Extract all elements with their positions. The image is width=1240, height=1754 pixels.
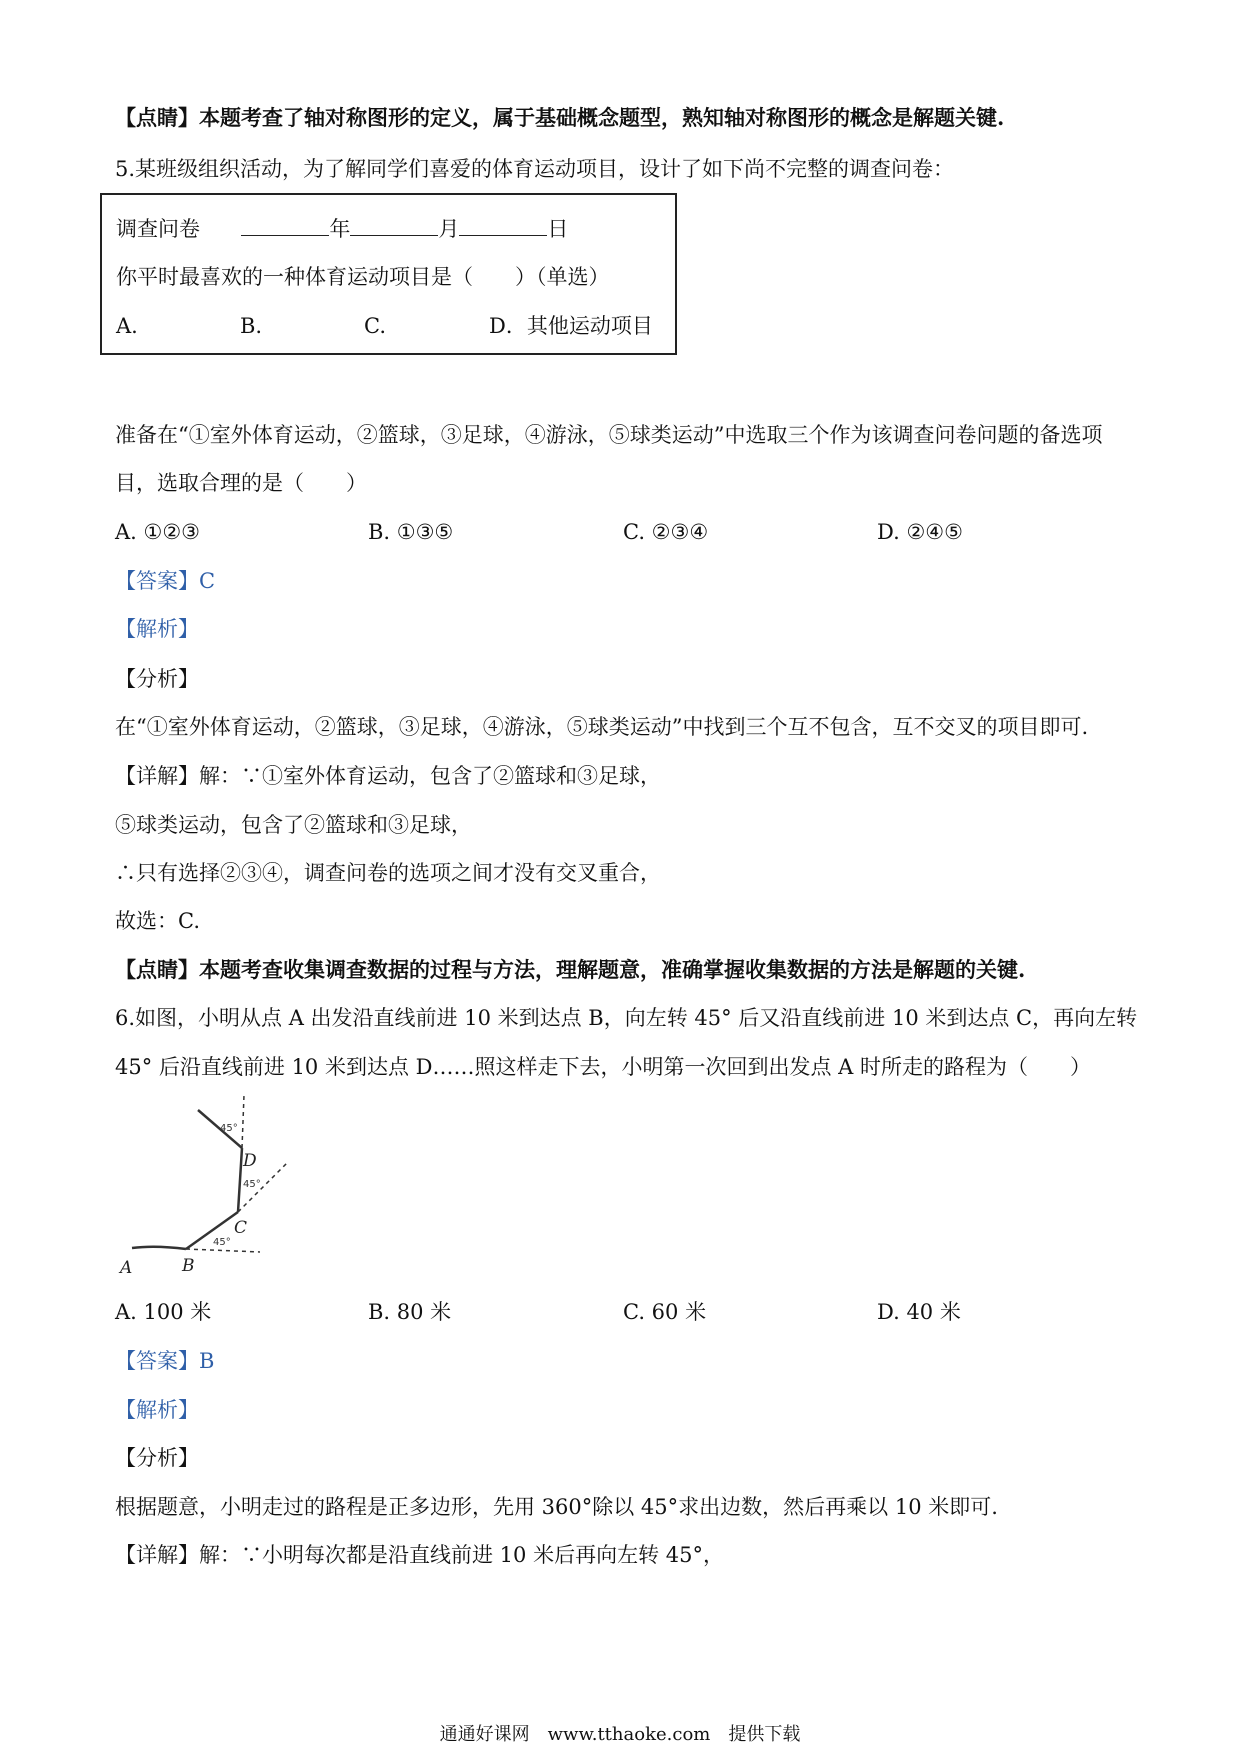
- day-blank: [459, 215, 547, 236]
- month-label: 月: [438, 217, 460, 241]
- month-blank: [350, 215, 438, 236]
- extension-ab: [186, 1249, 260, 1252]
- analysis-sub-5: 【分析】: [115, 667, 199, 691]
- answer-5: 【答案】C: [115, 569, 216, 593]
- angle-label-d: 45°: [220, 1123, 238, 1134]
- detail-5-line3: ∴只有选择②③④，调查问卷的选项之间才没有交叉重合，: [115, 861, 661, 885]
- label-d: D: [243, 1151, 257, 1171]
- detail-5-line1: 【详解】解：∵①室外体育运动，包含了②篮球和③足球，: [115, 764, 661, 788]
- q5-option-b: B. ①③⑤: [368, 520, 454, 544]
- question-6-text: 6.如图，小明从点 A 出发沿直线前进 10 米到达点 B，向左转 45° 后又沿直线前进 10 米到达点 C，再向左转: [115, 1006, 1138, 1030]
- path-figure: [110, 1095, 300, 1285]
- q5-option-a: A. ①②③: [115, 520, 200, 544]
- extension-cd: [242, 1095, 244, 1148]
- question-5-prompt-cont: 目，选取合理的是（ ）: [115, 471, 367, 495]
- remark-5: 【点睛】本题考查收集调查数据的过程与方法，理解题意，准确掌握收集数据的方法是解题的关键.: [115, 957, 1026, 982]
- answer-6: 【答案】B: [115, 1349, 215, 1373]
- detail-6-line1: 【详解】解：∵小明每次都是沿直线前进 10 米后再向左转 45°，: [115, 1543, 724, 1567]
- survey-questionnaire-box: [100, 193, 677, 355]
- q6-option-b: B. 80 米: [368, 1300, 452, 1324]
- label-b: B: [182, 1256, 195, 1276]
- year-label: 年: [329, 217, 351, 241]
- survey-option-a: A.: [116, 314, 138, 338]
- question-5-prompt: 准备在“①室外体育运动，②篮球，③足球，④游泳，⑤球类运动”中选取三个作为该调查问卷问题的备选项: [115, 423, 1103, 447]
- detail-5-line2: ⑤球类运动，包含了②篮球和③足球，: [115, 813, 472, 837]
- remark-line-q4: 【点睛】本题考查了轴对称图形的定义，属于基础概念题型，熟知轴对称图形的概念是解题关键.: [115, 105, 1005, 130]
- survey-title: 调查问卷: [116, 217, 200, 241]
- q6-option-d: D. 40 米: [877, 1300, 961, 1324]
- angle-label-b: 45°: [213, 1237, 231, 1248]
- choice-5: 故选：C.: [115, 909, 200, 933]
- analysis-heading-5: 【解析】: [115, 617, 199, 641]
- label-c: C: [234, 1218, 248, 1238]
- q5-option-d: D. ②④⑤: [877, 520, 963, 544]
- segment-cd: [238, 1148, 242, 1212]
- page-footer: 通通好课网 www.tthaoke.com 提供下载: [439, 1724, 801, 1745]
- label-a: A: [120, 1258, 133, 1278]
- q6-option-c: C. 60 米: [623, 1300, 707, 1324]
- q5-option-c: C. ②③④: [623, 520, 709, 544]
- angle-label-c: 45°: [243, 1179, 261, 1190]
- survey-header-line: [116, 215, 568, 243]
- segment-ab: [132, 1247, 186, 1249]
- day-label: 日: [547, 217, 569, 241]
- analysis-text-5: 在“①室外体育运动，②篮球，③足球，④游泳，⑤球类运动”中找到三个互不包含，互不交叉的项目即可.: [115, 715, 1089, 739]
- analysis-text-6: 根据题意，小明走过的路程是正多边形，先用 360°除以 45°求出边数，然后再乘以 10 米即可.: [115, 1495, 998, 1519]
- question-6-text-cont: 45° 后沿直线前进 10 米到达点 D……照这样走下去，小明第一次回到出发点 A 时所走的路程为（ ）: [115, 1055, 1091, 1079]
- survey-option-d: D．其他运动项目: [489, 314, 653, 338]
- survey-question: 你平时最喜欢的一种体育运动项目是（ ）（单选）: [116, 265, 610, 289]
- analysis-heading-6: 【解析】: [115, 1398, 199, 1422]
- question-5-text: 5.某班级组织活动，为了解同学们喜爱的体育运动项目，设计了如下尚不完整的调查问卷：: [115, 157, 955, 181]
- survey-option-b: B.: [240, 314, 263, 338]
- survey-option-c: C.: [364, 314, 386, 338]
- q6-option-a: A. 100 米: [115, 1300, 212, 1324]
- analysis-sub-6: 【分析】: [115, 1446, 199, 1470]
- year-blank: [241, 215, 329, 236]
